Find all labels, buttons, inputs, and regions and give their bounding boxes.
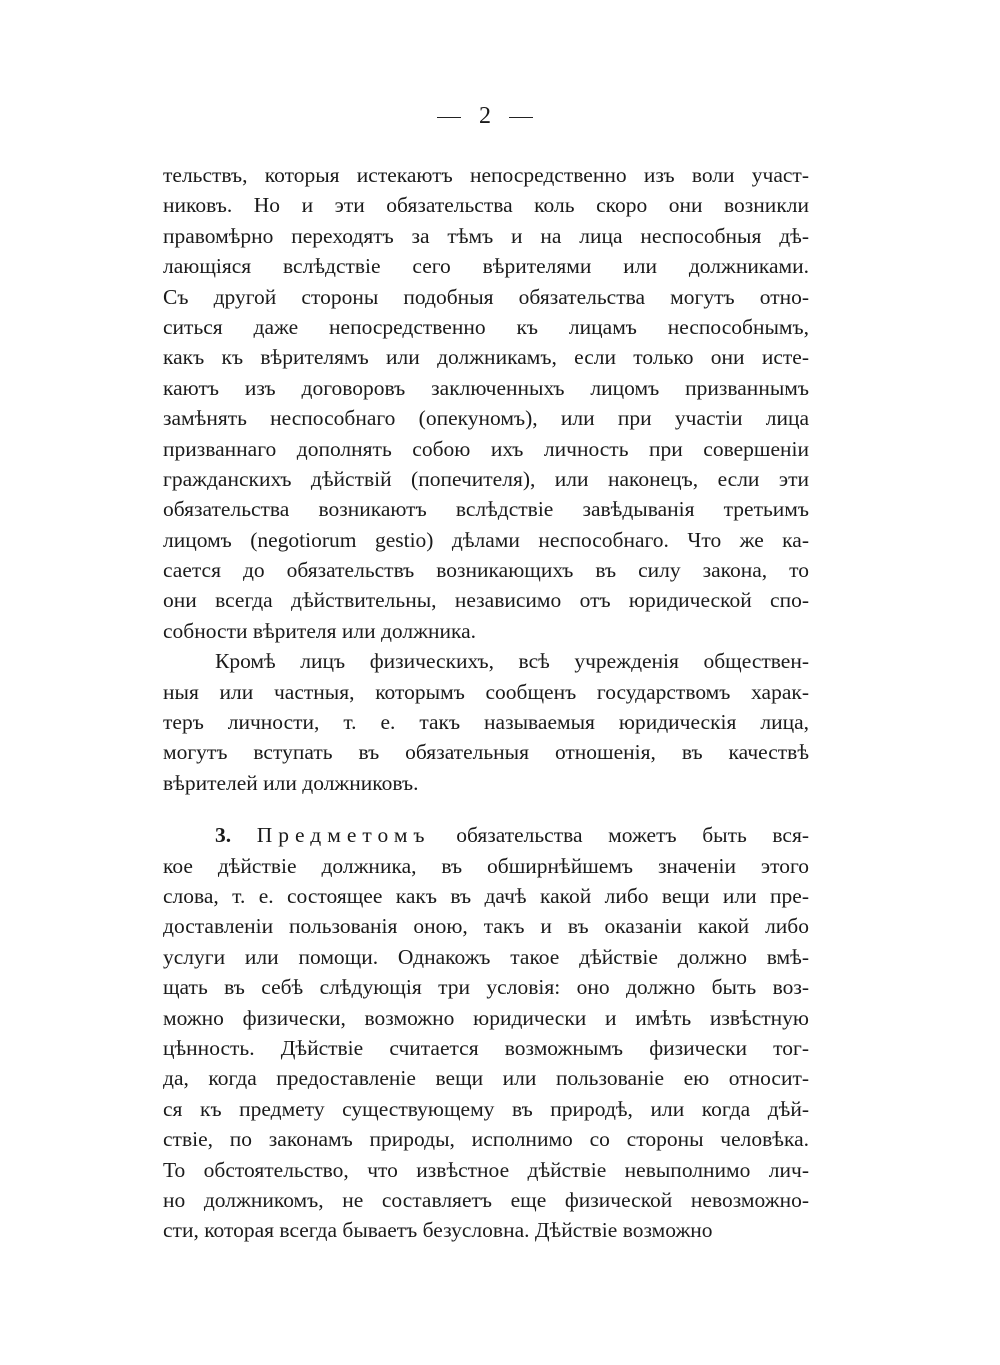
text-line: вѣрителей или должниковъ. (163, 770, 419, 795)
text-line: То обстоятельство, что извѣстное дѣйствіе невыполнимо лич- (163, 1157, 809, 1182)
text-line: они всегда дѣйствительны, независимо отъ юридической спо- (163, 588, 809, 613)
text-line: никовъ. Но и эти обязательства коль скоро они возникли (163, 193, 809, 218)
paragraph-1 (163, 160, 809, 646)
text-line: сти, которая всегда бываетъ безусловна. Дѣйствіе возможно (163, 1218, 713, 1243)
text-line: гражданскихъ дѣйствій (попечителя), или наконецъ, если эти (163, 466, 809, 491)
text-line: доставленіи пользованія оною, такъ и въ оказаніи какой либо (163, 914, 809, 939)
text-line: щать въ себѣ слѣдующія три условія: оно должно быть воз- (163, 975, 809, 1000)
text-line: кое дѣйствіе должника, въ обширнѣйшемъ значеніи этого (163, 853, 809, 878)
text-line: Съ другой стороны подобныя обязательства могутъ отно- (163, 284, 809, 309)
text-line: обязательства возникаютъ вслѣдствіе завѣдыванія третьимъ (163, 497, 809, 522)
text-line: лицомъ (negotiorum gestio) дѣлами неспособнаго. Что же ка- (163, 527, 809, 552)
text-line: услуги или помощи. Однакожъ такое дѣйствіе должно вмѣ- (163, 944, 809, 969)
text-line: ситься даже непосредственно къ лицамъ неспособнымъ, (163, 314, 809, 339)
text-line: да, когда предоставленіе вещи или пользованіе ею относит- (163, 1066, 809, 1091)
text-line: можно физически, возможно юридически и имѣть извѣстную (163, 1005, 809, 1030)
text-line: лающіяся вслѣдствіе сего вѣрителями или должниками. (163, 254, 809, 279)
text-line: могутъ вступать въ обязательныя отношенія, въ качествѣ (163, 740, 809, 765)
text-line (163, 820, 809, 850)
text-line: сается до обязательствъ возникающихъ въ силу закона, то (163, 558, 809, 583)
page-number (0, 103, 970, 130)
text-line: ныя или частныя, которымъ сообщенъ государствомъ харак- (163, 679, 809, 704)
text-line: каютъ изъ договоровъ заключенныхъ лицомъ призваннымъ (163, 375, 809, 400)
paragraph-2 (163, 646, 809, 798)
line-text: обязательства можетъ быть вся- (456, 823, 810, 848)
text-line: слова, т. е. состоящее какъ въ дачѣ какой либо вещи или пре- (163, 883, 809, 908)
body-text (163, 160, 809, 1246)
text-line: какъ къ вѣрителямъ или должникамъ, если только они исте- (163, 345, 809, 370)
page-number-text: 2 (479, 103, 491, 129)
text-line: ствіе, по законамъ природы, исполнимо со стороны человѣка. (163, 1127, 809, 1152)
spaced-word: Предметомъ (256, 823, 431, 848)
text-line: цѣнность. Дѣйствіе считается возможнымъ физически тог- (163, 1035, 809, 1060)
text-line: призваннаго дополнять собою ихъ личность при совершеніи (163, 436, 809, 461)
text-line: правомѣрно переходятъ за тѣмъ и на лица неспособныя дѣ- (163, 223, 809, 248)
text-line: но должникомъ, не составляетъ еще физической невозможно- (163, 1187, 809, 1212)
text-line: тельствъ, которыя истекаютъ непосредственно изъ воли участ- (163, 163, 809, 187)
text-line: собности вѣрителя или должника. (163, 618, 477, 643)
paragraph-3 (163, 820, 809, 1245)
text-line: ся къ предмету существующему въ природѣ, или когда дѣй- (163, 1096, 809, 1121)
text-line: Кромѣ лицъ физическихъ, всѣ учрежденія обществен- (215, 649, 809, 674)
section-number: 3. (215, 823, 232, 848)
dash-left (437, 117, 461, 118)
text-line: теръ личности, т. е. такъ называемыя юридическія лица, (163, 710, 809, 735)
dash-right (509, 117, 533, 118)
text-line: замѣнять неспособнаго (опекуномъ), или при участіи лица (163, 406, 809, 431)
